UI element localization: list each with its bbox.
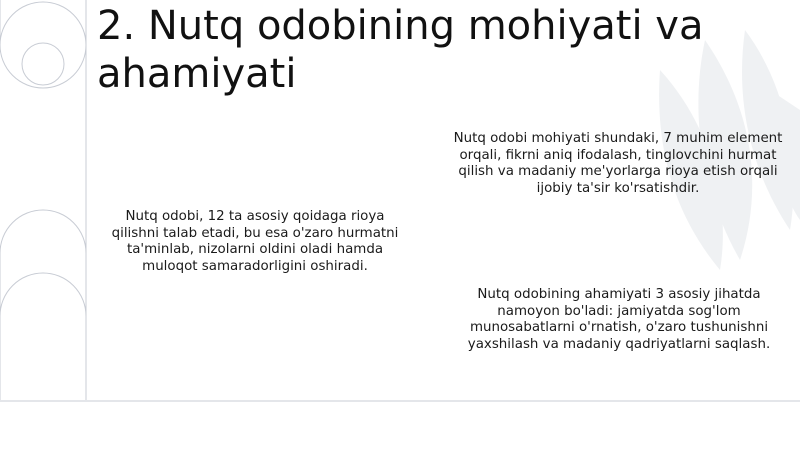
slide-title: 2. Nutq odobining mohiyati va ahamiyati <box>97 3 704 97</box>
deco-arch-upper <box>0 210 86 400</box>
deco-arch-lower <box>0 273 86 400</box>
deco-circle-outer <box>0 2 86 88</box>
paragraph-importance: Nutq odobining ahamiyati 3 asosiy jihatda namoyon bo'ladi: jamiyatda sog'lom munosabatlarni o'rnatish, o'zaro tushunishni yaxshilash va madaniy qadriyatlarni saqlash. <box>467 287 771 352</box>
paragraph-rules: Nutq odobi, 12 ta asosiy qoidaga rioya qilishni talab etadi, bu esa o'zaro hurmatni ta'minlab, nizolarni oldini oladi hamda muloqot samaradorligini oshiradi. <box>111 209 399 274</box>
deco-circle-inner <box>22 43 64 85</box>
paragraph-essence: Nutq odobi mohiyati shundaki, 7 muhim element orqali, fikrni aniq ifodalash, tinglovchini hurmat qilish va madaniy me'yorlarga rioya etish orqali ijobiy ta'sir ko'rsatishdir. <box>453 131 783 196</box>
